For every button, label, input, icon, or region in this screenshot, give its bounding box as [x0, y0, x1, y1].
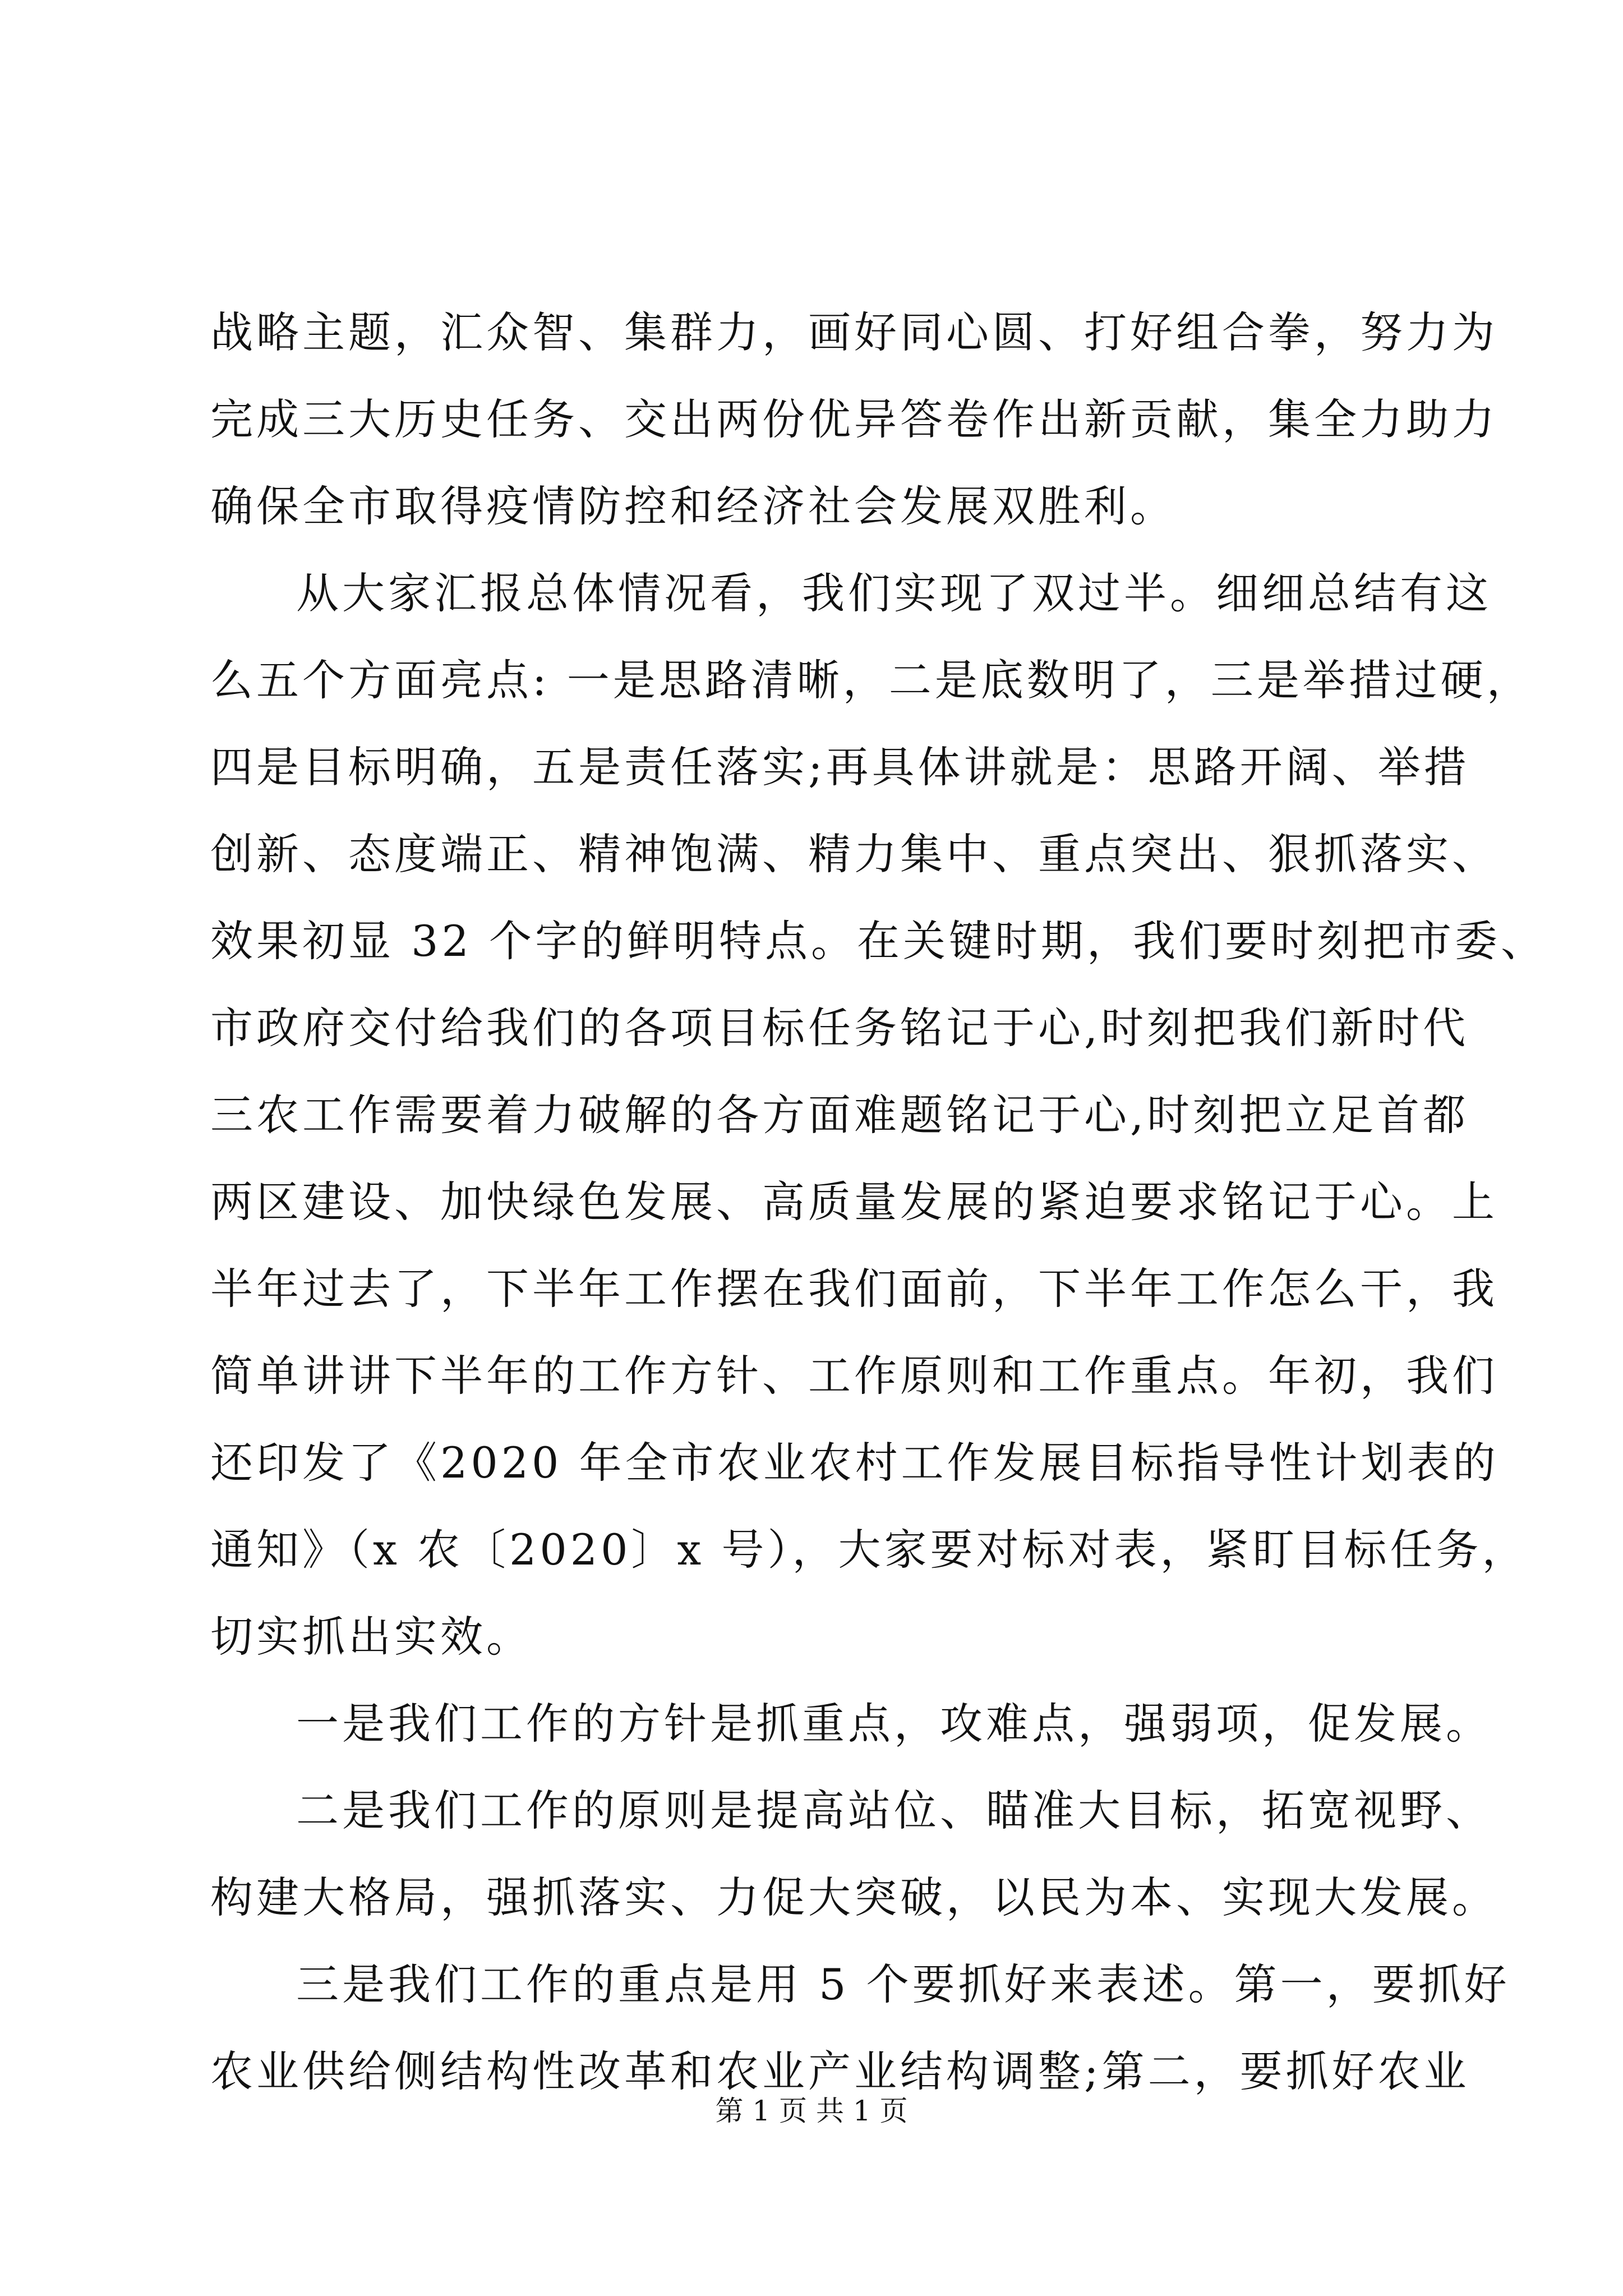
- page-number-footer: 第 1 页 共 1 页: [715, 2095, 908, 2127]
- paragraph-first-line: 三是我们工作的重点是用 5 个要抓好来表述。第一，要抓好: [296, 1959, 1510, 2009]
- paragraph-first-line: 从大家汇报总体情况看，我们实现了双过半。细细总结有这: [296, 568, 1492, 618]
- body-text-line: 创新、态度端正、精神饱满、精力集中、重点突出、狠抓落实、: [210, 829, 1498, 879]
- body-text-line: 么五个方面亮点: 一是思路清晰，二是底数明了，三是举措过硬，: [210, 655, 1533, 705]
- body-text-line: 三农工作需要着力破解的各方面难题铭记于心,时刻把立足首都: [210, 1090, 1469, 1140]
- body-text-line: 战略主题，汇众智、集群力，画好同心圆、打好组合拳，努力为: [210, 307, 1498, 357]
- body-text-line: 半年过去了，下半年工作摆在我们面前，下半年工作怎么干，我: [210, 1264, 1498, 1314]
- paragraph-first-line: 一是我们工作的方针是抓重点，攻难点，强弱项，促发展。: [296, 1699, 1492, 1749]
- body-text-line: 完成三大历史任务、交出两份优异答卷作出新贡献，集全力助力: [210, 394, 1498, 444]
- body-text-line: 效果初显 32 个字的鲜明特点。在关键时期，我们要时刻把市委、: [210, 916, 1547, 966]
- body-text-line: 通知》（x 农〔2020〕x 号），大家要对标对表，紧盯目标任务，: [210, 1525, 1528, 1575]
- paragraph-first-line: 二是我们工作的原则是提高站位、瞄准大目标，拓宽视野、: [296, 1786, 1492, 1835]
- body-text-line: 两区建设、加快绿色发展、高质量发展的紧迫要求铭记于心。上: [210, 1177, 1498, 1227]
- body-text-line: 市政府交付给我们的各项目标任务铭记于心,时刻把我们新时代: [210, 1003, 1469, 1053]
- body-text-line: 确保全市取得疫情防控和经济社会发展双胜利。: [210, 481, 1176, 531]
- body-text-line: 农业供给侧结构性改革和农业产业结构调整;第二，要抓好农业: [210, 2046, 1470, 2096]
- body-text-line: 切实抓出实效。: [210, 1612, 532, 1662]
- body-text-line: 简单讲讲下半年的工作方针、工作原则和工作重点。年初，我们: [210, 1351, 1498, 1401]
- body-text-line: 构建大格局，强抓落实、力促大突破，以民为本、实现大发展。: [210, 1872, 1498, 1922]
- body-text-line: 四是目标明确，五是责任落实;再具体讲就是：思路开阔、举措: [210, 742, 1470, 792]
- body-text-line: 还印发了《2020 年全市农业农村工作发展目标指导性计划表的: [210, 1438, 1499, 1488]
